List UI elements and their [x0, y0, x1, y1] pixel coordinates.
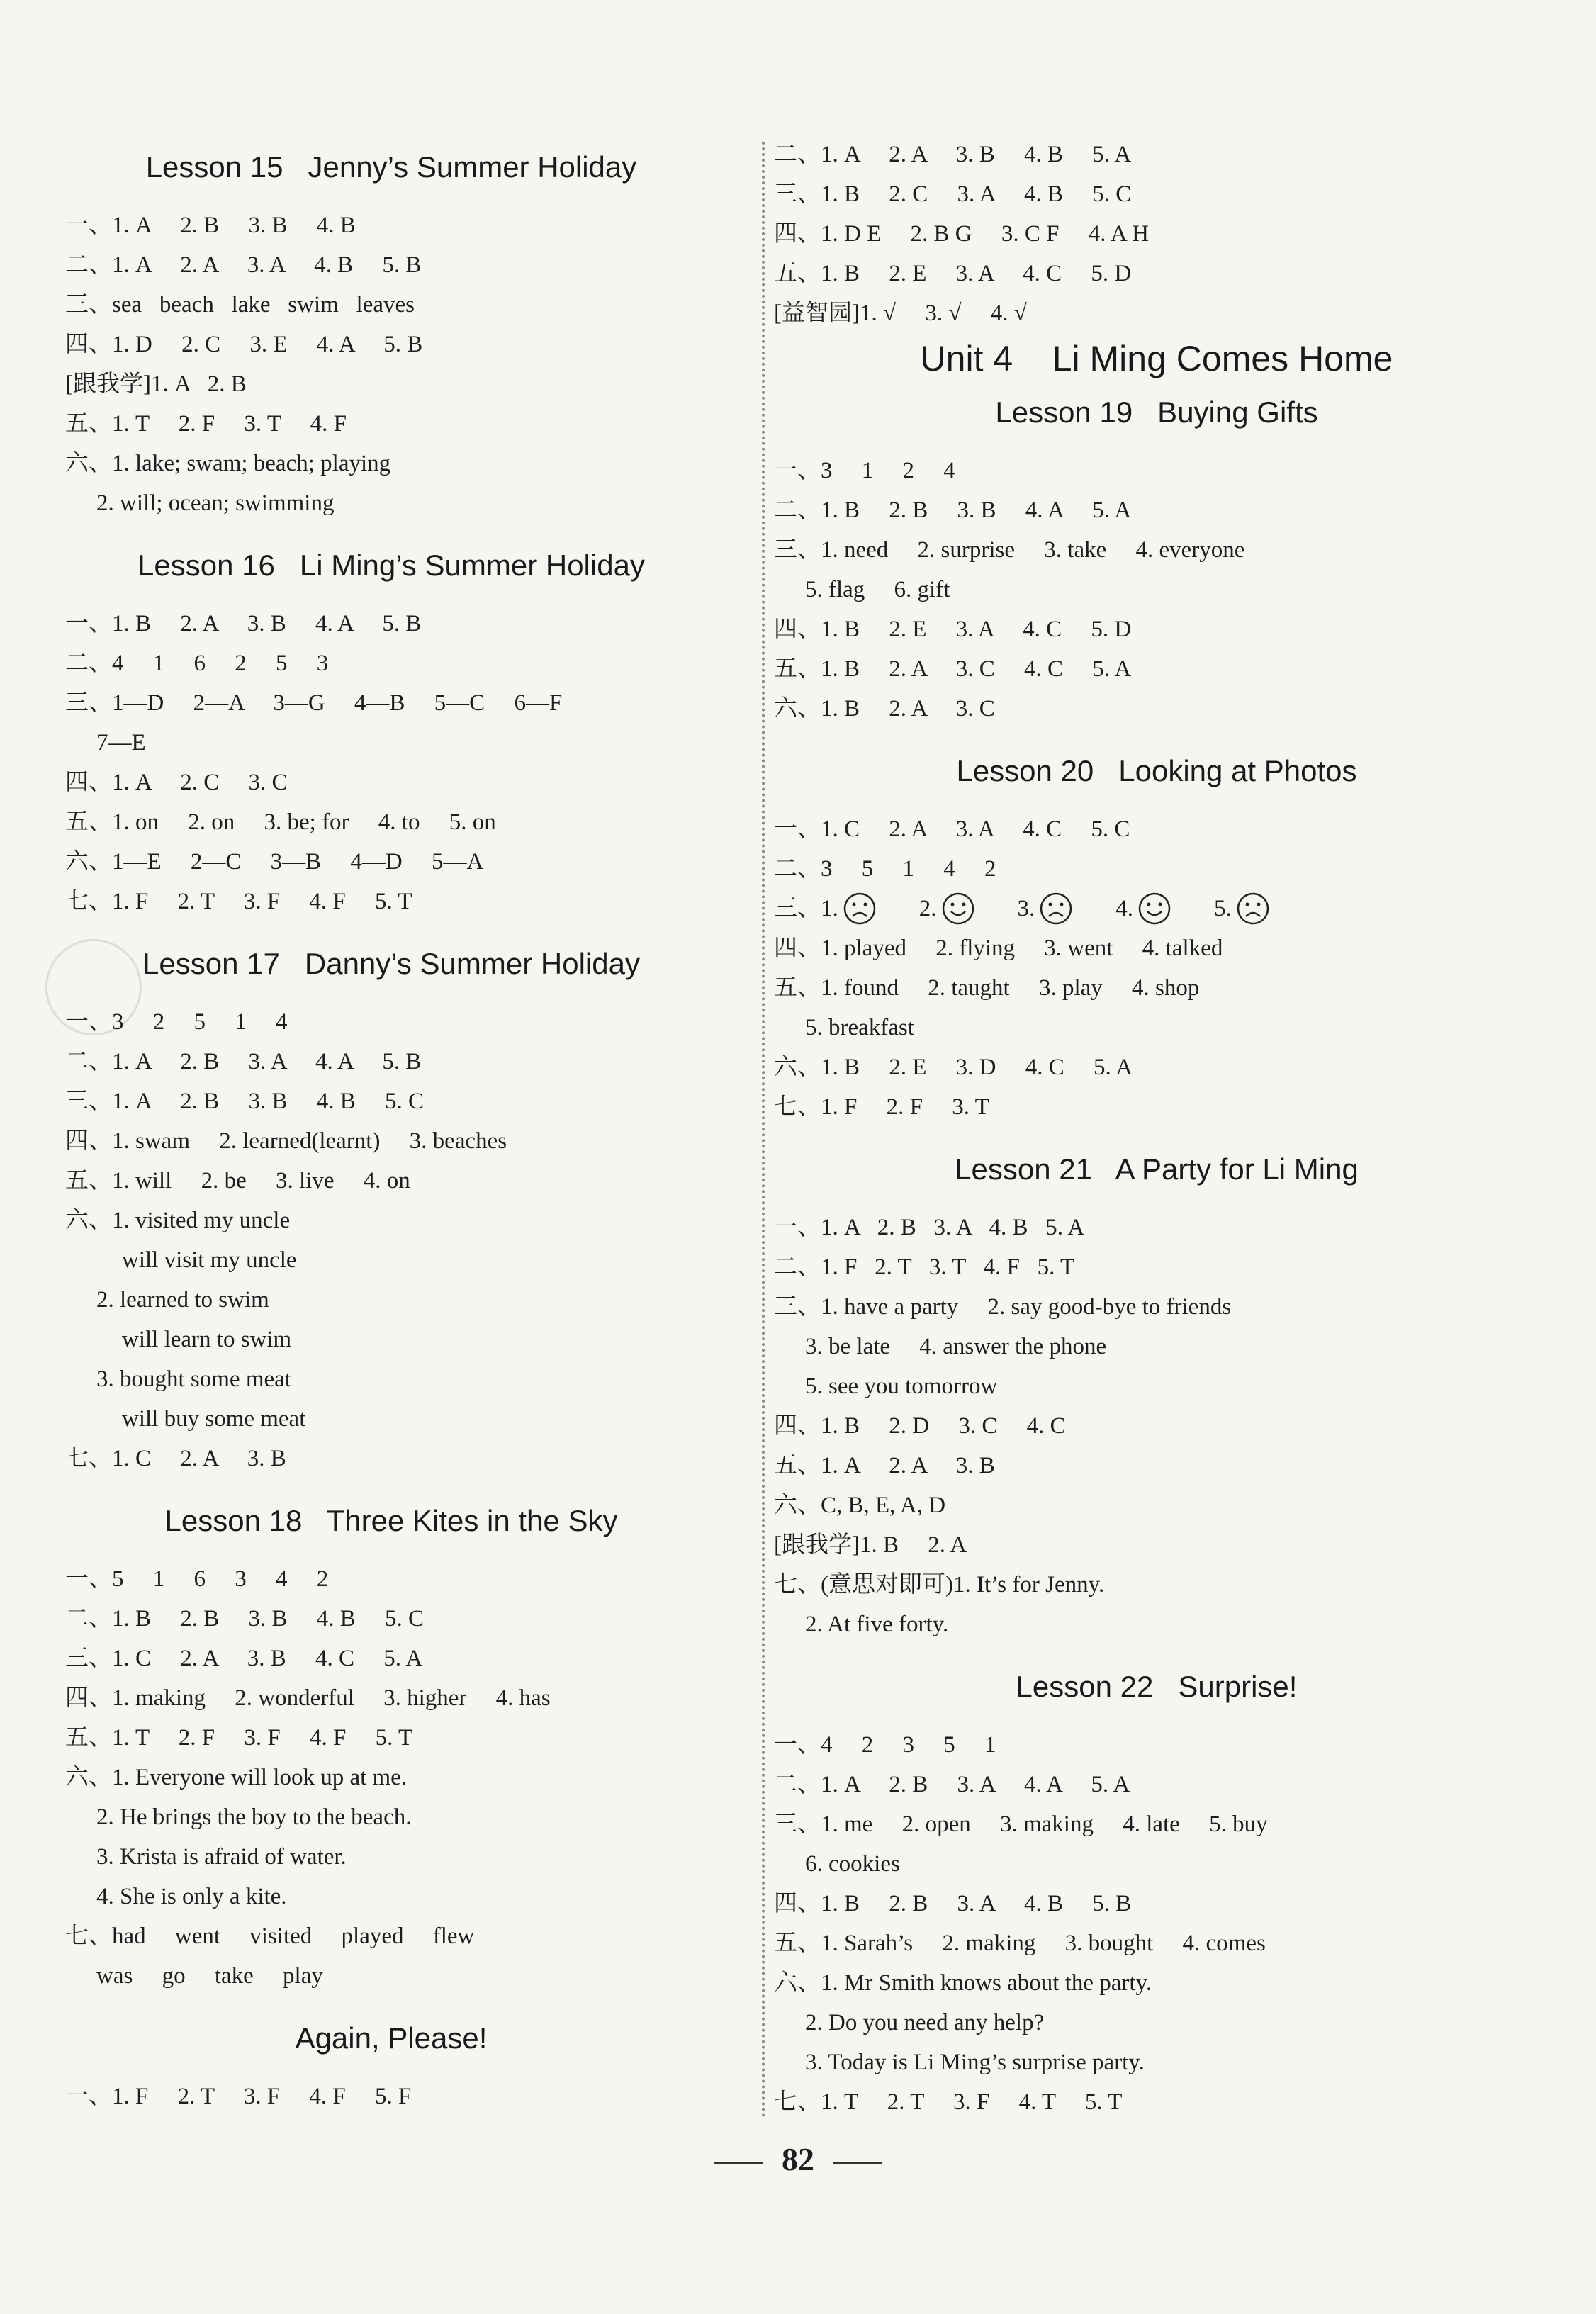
answer-line: 六、1. Mr Smith knows about the party.	[774, 1970, 1152, 1996]
section-heading: Lesson 20 Looking at Photos	[956, 754, 1357, 787]
answer-line: 三、1. have a party 2. say good-bye to friends	[774, 1294, 1232, 1320]
answer-line: 四、1. swam 2. learned(learnt) 3. beaches	[65, 1128, 507, 1154]
section-heading: Lesson 19 Buying Gifts	[995, 395, 1318, 429]
answer-line: 五、1. T 2. F 3. T 4. F	[65, 411, 347, 437]
face-answer-label: 3.	[1017, 896, 1035, 921]
answer-line: 一、1. A 2. B 3. A 4. B 5. A	[774, 1215, 1085, 1240]
answer-line: [益智园]1. √ 3. √ 4. √	[774, 301, 1027, 326]
face-answer-row	[774, 889, 1539, 928]
answer-line: 五、1. B 2. A 3. C 4. C 5. A	[774, 656, 1132, 682]
sad-face-icon	[1236, 892, 1270, 926]
answer-line: will visit my uncle	[122, 1247, 297, 1273]
answer-line: 2. learned to swim	[96, 1287, 269, 1313]
answer-line: 2. Do you need any help?	[805, 2010, 1045, 2035]
answer-line: 七、had went visited played flew	[65, 1923, 475, 1949]
answer-line: 一、1. F 2. T 3. F 4. F 5. F	[65, 2084, 412, 2109]
answer-line: 一、1. B 2. A 3. B 4. A 5. B	[65, 611, 422, 636]
answer-line: 3. bought some meat	[96, 1366, 291, 1392]
answer-line: 六、1. B 2. E 3. D 4. C 5. A	[774, 1055, 1133, 1080]
answer-line: 七、1. T 2. T 3. F 4. T 5. T	[774, 2089, 1123, 2115]
section-heading: Lesson 15 Jenny’s Summer Holiday	[145, 150, 637, 184]
answer-line: 二、1. B 2. B 3. B 4. B 5. C	[65, 1606, 425, 1631]
sad-face-icon	[1039, 892, 1073, 926]
answer-line: [跟我学]1. A 2. B	[65, 371, 247, 397]
section-heading: Lesson 21 A Party for Li Ming	[955, 1152, 1359, 1186]
answer-line: 三、1. B 2. C 3. A 4. B 5. C	[774, 181, 1132, 207]
answer-line: 六、1—E 2—C 3—B 4—D 5—A	[65, 849, 484, 875]
answer-line: 5. breakfast	[805, 1015, 914, 1040]
answer-line: [跟我学]1. B 2. A	[774, 1532, 967, 1558]
section-heading: Lesson 18 Three Kites in the Sky	[164, 1504, 618, 1537]
page-number-footer	[0, 2140, 1596, 2178]
answer-line: 2. He brings the boy to the beach.	[96, 1804, 412, 1830]
answer-line: 七、1. F 2. T 3. F 4. F 5. T	[65, 889, 412, 914]
answer-line: 一、5 1 6 3 4 2	[65, 1566, 329, 1592]
answer-line: 五、1. T 2. F 3. F 4. F 5. T	[65, 1725, 413, 1751]
answer-line: 三、1. C 2. A 3. B 4. C 5. A	[65, 1646, 423, 1671]
face-answer-item	[1018, 889, 1074, 928]
sad-face-icon	[843, 892, 877, 926]
answer-line: 6. cookies	[805, 1851, 900, 1877]
answer-line: 三、1. A 2. B 3. B 4. B 5. C	[65, 1089, 425, 1114]
footer-dash-right	[833, 2162, 882, 2164]
answer-line: 一、1. A 2. B 3. B 4. B	[65, 213, 356, 238]
answer-line: 四、1. making 2. wonderful 3. higher 4. has	[65, 1685, 551, 1711]
face-answer-label: 2.	[918, 896, 937, 921]
answer-line: 二、1. F 2. T 3. T 4. F 5. T	[774, 1254, 1075, 1280]
answer-line: 四、1. B 2. E 3. A 4. C 5. D	[774, 617, 1132, 642]
answer-line: 四、1. B 2. D 3. C 4. C	[774, 1413, 1066, 1439]
answer-line: will buy some meat	[122, 1406, 306, 1432]
answer-line: 六、C, B, E, A, D	[774, 1493, 946, 1518]
section-heading: Unit 4 Li Ming Comes Home	[920, 339, 1393, 378]
answer-line: 四、1. A 2. C 3. C	[65, 770, 288, 795]
face-answer-item	[1115, 889, 1171, 928]
answer-line: 3. Today is Li Ming’s surprise party.	[805, 2050, 1145, 2075]
face-answer-label: 5.	[1214, 896, 1232, 921]
answer-line: 五、1. found 2. taught 3. play 4. shop	[774, 975, 1200, 1001]
right-column	[774, 135, 1539, 2122]
section-heading: Again, Please!	[295, 2021, 488, 2055]
answer-line: 三、1. need 2. surprise 3. take 4. everyone	[774, 537, 1245, 563]
section-heading: Lesson 22 Surprise!	[1016, 1670, 1298, 1703]
answer-line: 一、3 2 5 1 4	[65, 1009, 288, 1035]
answer-line: 一、3 1 2 4	[774, 458, 955, 483]
answer-line: 五、1. Sarah’s 2. making 3. bought 4. comes	[774, 1931, 1266, 1956]
answer-line: 六、1. Everyone will look up at me.	[65, 1765, 408, 1790]
answer-line: 六、1. B 2. A 3. C	[774, 696, 995, 721]
answer-line: 三、1—D 2—A 3—G 4—B 5—C 6—F	[65, 690, 563, 716]
answer-line: 二、1. A 2. B 3. A 4. A 5. A	[774, 1772, 1130, 1797]
answer-line: 三、sea beach lake swim leaves	[65, 292, 415, 318]
answer-line: 一、4 2 3 5 1	[774, 1732, 996, 1758]
answer-line: 5. flag 6. gift	[805, 577, 950, 602]
answer-line: 四、1. D 2. C 3. E 4. A 5. B	[65, 332, 423, 357]
answer-line: 一、1. C 2. A 3. A 4. C 5. C	[774, 816, 1130, 842]
answer-line: 二、1. A 2. A 3. B 4. B 5. A	[774, 142, 1132, 167]
smiley-face-icon	[1137, 892, 1171, 926]
section-heading: Lesson 17 Danny’s Summer Holiday	[142, 947, 640, 980]
face-answer-label: 4.	[1115, 896, 1133, 921]
answer-line: 三、1. me 2. open 3. making 4. late 5. buy	[774, 1812, 1268, 1837]
answer-line: 2. will; ocean; swimming	[96, 490, 335, 516]
answer-line: 七、1. C 2. A 3. B	[65, 1446, 286, 1471]
answer-line: 六、1. visited my uncle	[65, 1208, 291, 1233]
face-answer-item	[1214, 889, 1270, 928]
answer-line: 二、4 1 6 2 5 3	[65, 651, 329, 676]
answer-line: 3. Krista is afraid of water.	[96, 1844, 347, 1870]
answer-line: 四、1. B 2. B 3. A 4. B 5. B	[774, 1891, 1132, 1916]
answer-line: 二、1. B 2. B 3. B 4. A 5. A	[774, 498, 1132, 523]
answer-line: will learn to swim	[122, 1327, 292, 1352]
column-divider	[762, 142, 765, 2119]
answer-line: 二、3 5 1 4 2	[774, 856, 996, 882]
answer-line: 五、1. will 2. be 3. live 4. on	[65, 1168, 410, 1193]
answer-line: 六、1. lake; swam; beach; playing	[65, 451, 391, 476]
face-answer-label: 1.	[821, 896, 838, 921]
answer-line: 四、1. D E 2. B G 3. C F 4. A H	[774, 221, 1149, 247]
section-heading: Lesson 16 Li Ming’s Summer Holiday	[137, 549, 645, 582]
answer-line: 二、1. A 2. B 3. A 4. A 5. B	[65, 1049, 422, 1074]
answer-line: 七、(意思对即可)1. It’s for Jenny.	[774, 1572, 1105, 1597]
answer-line: 4. She is only a kite.	[96, 1884, 287, 1909]
face-answer-item	[919, 889, 975, 928]
answer-line: 5. see you tomorrow	[805, 1374, 998, 1399]
left-column	[65, 135, 717, 2116]
answer-line: 七、1. F 2. F 3. T	[774, 1094, 989, 1120]
answer-line: 2. At five forty.	[805, 1612, 949, 1637]
face-answer-item	[821, 889, 877, 928]
answer-line: 五、1. on 2. on 3. be; for 4. to 5. on	[65, 809, 496, 835]
answer-line: 7—E	[96, 730, 146, 756]
answer-line: 四、1. played 2. flying 3. went 4. talked	[774, 936, 1223, 961]
smiley-face-icon	[941, 892, 975, 926]
answer-line: 二、1. A 2. A 3. A 4. B 5. B	[65, 252, 422, 278]
answer-line: 五、1. B 2. E 3. A 4. C 5. D	[774, 261, 1132, 286]
answer-line: was go take play	[96, 1963, 323, 1989]
footer-dash-left	[714, 2162, 763, 2164]
page-number: 82	[782, 2141, 814, 2177]
question-number: 三、	[774, 896, 821, 921]
answer-line: 3. be late 4. answer the phone	[805, 1334, 1107, 1359]
answer-line: 五、1. A 2. A 3. B	[774, 1453, 995, 1478]
